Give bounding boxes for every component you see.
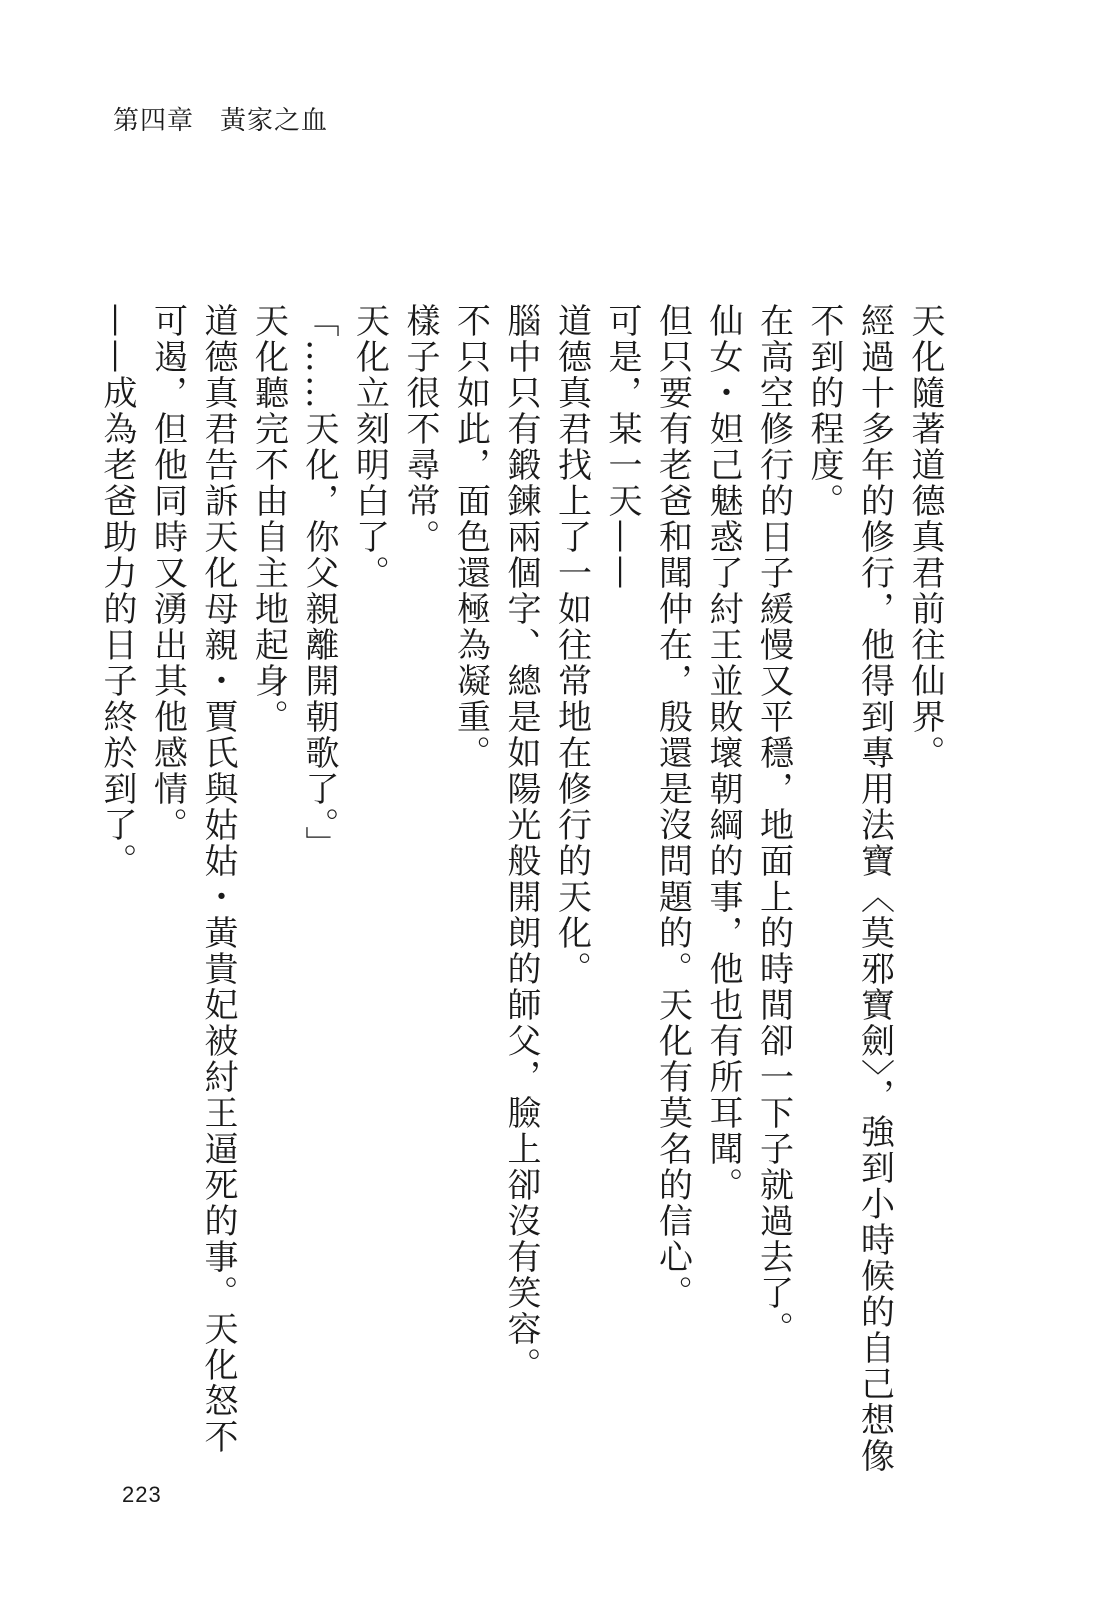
page-number: 223 — [122, 1482, 162, 1507]
paragraph: 樣子很不尋常。 — [400, 303, 440, 555]
paragraph: 天化聽完不由自主地起身。 — [248, 303, 289, 735]
paragraph: 不只如此，面色還極為凝重。 — [450, 303, 491, 771]
paragraph: 道德真君找上了一如往常地在修行的天化。 — [551, 303, 592, 987]
paragraph: 天化隨著道德真君前往仙界。 — [905, 303, 945, 771]
paragraph: 經過十多年的修行，他得到專用法寶〈莫邪寶劍〉，強到小時候的自己想像不到的程度。 — [804, 303, 895, 1474]
running-header — [113, 100, 328, 137]
dialogue-line: 「……天化，你父親離開朝歌了。」 — [299, 303, 339, 862]
chapter-number: 第四章 — [113, 106, 195, 136]
paragraph: 仙女・妲己魅惑了紂王並敗壞朝綱的事，他也有所耳聞。 — [703, 303, 743, 1203]
paragraph: 道德真君告訴天化母親・賈氏與姑姑・黃貴妃被紂王逼死的事。天化怒不可遏，但他同時又湧出其他感情。 — [147, 303, 238, 1455]
body-text — [92, 303, 951, 1483]
paragraph: 天化立刻明白了。 — [349, 303, 390, 591]
closing-line: ——成為老爸助力的日子終於到了。 — [97, 303, 137, 879]
paragraph: 但只要有老爸和聞仲在，殷還是沒問題的。天化有莫名的信心。 — [652, 303, 693, 1311]
paragraph: 腦中只有鍛鍊兩個字、總是如陽光般開朗的師父，臉上卻沒有笑容。 — [501, 303, 541, 1383]
chapter-title: 黃家之血 — [220, 106, 329, 136]
paragraph: 可是，某一天—— — [602, 303, 642, 591]
paragraph: 在高空修行的日子緩慢又平穩，地面上的時間卻一下子就過去了。 — [753, 303, 794, 1347]
